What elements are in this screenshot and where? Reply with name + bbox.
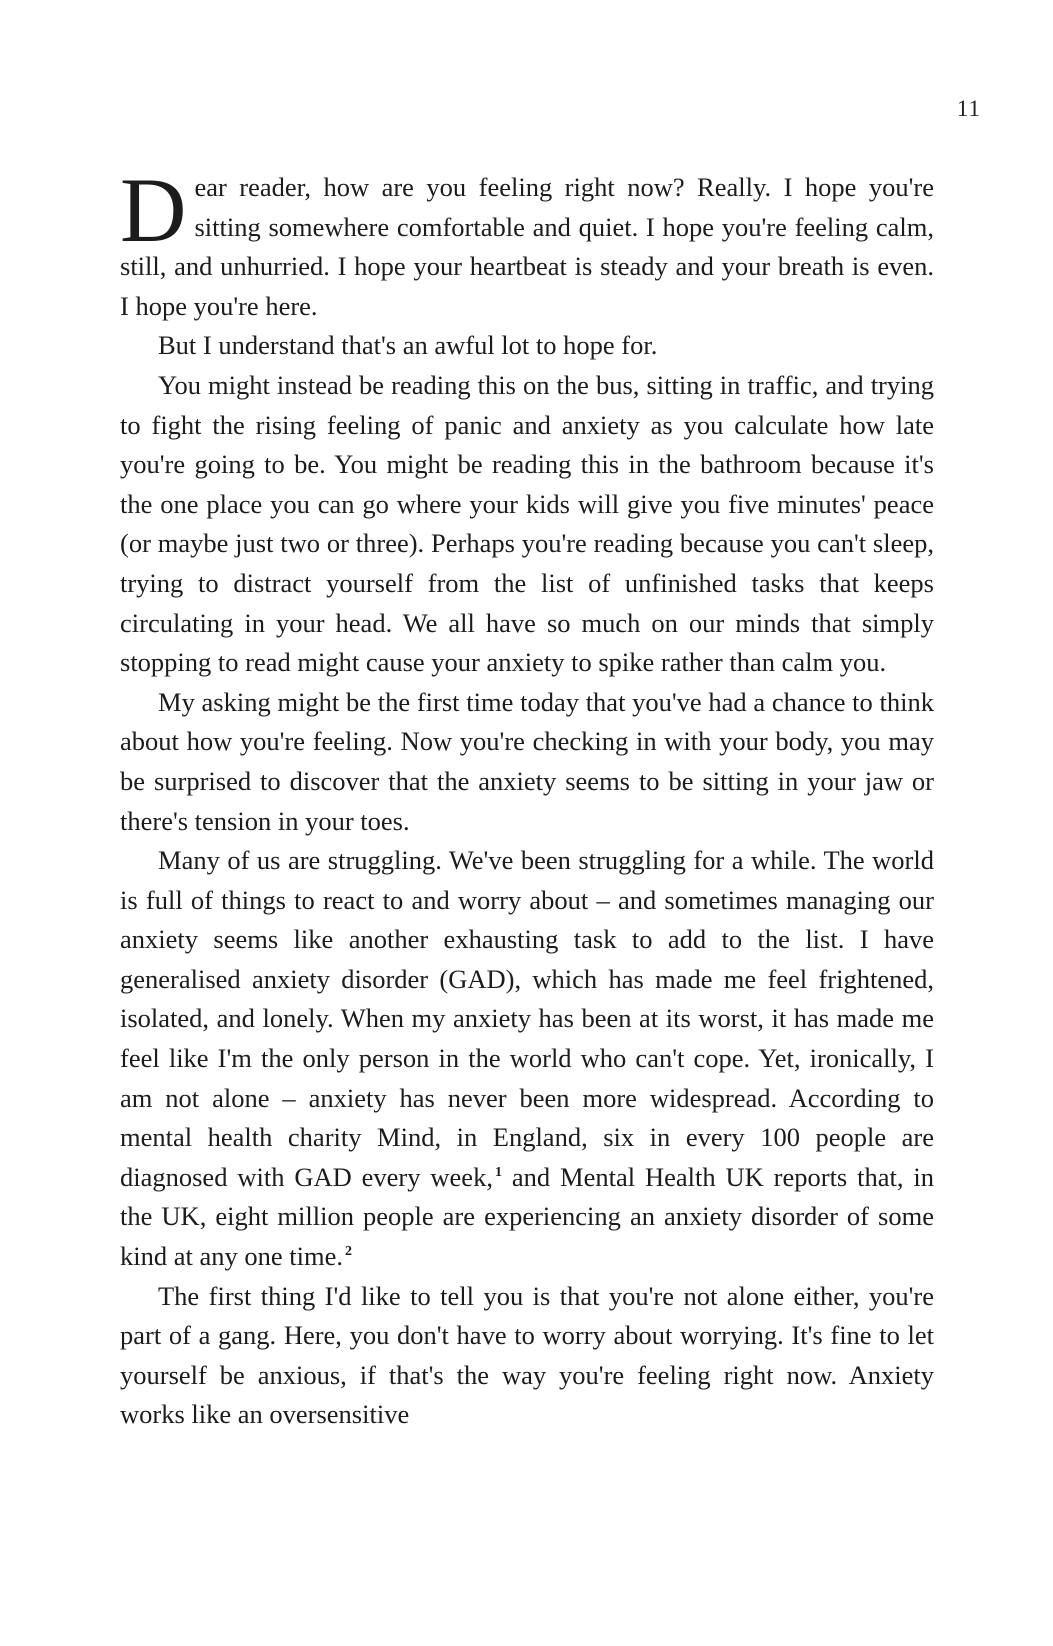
paragraph-6: The first thing I'd like to tell you is that you're not alone either, you're part of a gang. Here, you don't have to worry about worrying. It's fine to let yourself be anxious, if that's the way you're feeling right now. Anxiety works like an oversensitive	[120, 1280, 934, 1430]
footnote-marker-1: 1	[494, 1165, 502, 1181]
drop-cap: D	[120, 159, 187, 261]
paragraph-1	[120, 159, 934, 326]
paragraph-3: You might instead be reading this on the bus, sitting in traffic, and trying to fight the rising feeling of panic and anxiety as you calculate how late you're going to be. You might be reading this in the bathroom because it's the one place you can go where your kids will give you five minutes' peace (or maybe just two or three). Perhaps you're reading because you can't sleep, trying to distract yourself from the list of unfinished tasks that keeps circulating in your head. We all have so much on our minds that simply stopping to read might cause your anxiety to spike rather than calm you.	[120, 369, 934, 678]
paragraph-4: My asking might be the first time today that you've had a chance to think about how you're feeling. Now you're checking in with your body, you may be surprised to discover that the anxiety seems to be sitting in your jaw or there's tension in your toes.	[120, 686, 934, 836]
body-text	[120, 159, 935, 1435]
page-number: 11	[956, 96, 981, 121]
paragraph-2: But I understand that's an awful lot to hope for.	[158, 330, 658, 361]
paragraph-1-text: ear reader, how are you feeling right now? Really. I hope you're sitting somewhere comfortable and quiet. I hope you're feeling calm, still, and unhurried. I hope your heartbeat is steady and your breath is even. I hope you're here.	[120, 172, 934, 321]
footnote-marker-2: 2	[345, 1244, 352, 1260]
paragraph-5	[120, 841, 934, 1277]
paragraph-5-text-a: Many of us are struggling. We've been struggling for a while. The world is full of things to react to and worry about – and sometimes managing our anxiety seems like another exhausting task to add to the list. I have generalised anxiety disorder (GAD), which has made me feel frightened, isolated, and lonely. When my anxiety has been at its worst, it has made me feel like I'm the only person in the world who can't cope. Yet, ironically, I am not alone – anxiety has never been more widespread. According to mental health charity Mind, in England, six in every 100 people are diagnosed with GAD every week,	[120, 845, 934, 1192]
paragraph-5-text-b: and Mental Health UK reports that, in the UK, eight million people are experiencing an anxiety disorder of some kind at any one time.	[120, 1161, 935, 1272]
